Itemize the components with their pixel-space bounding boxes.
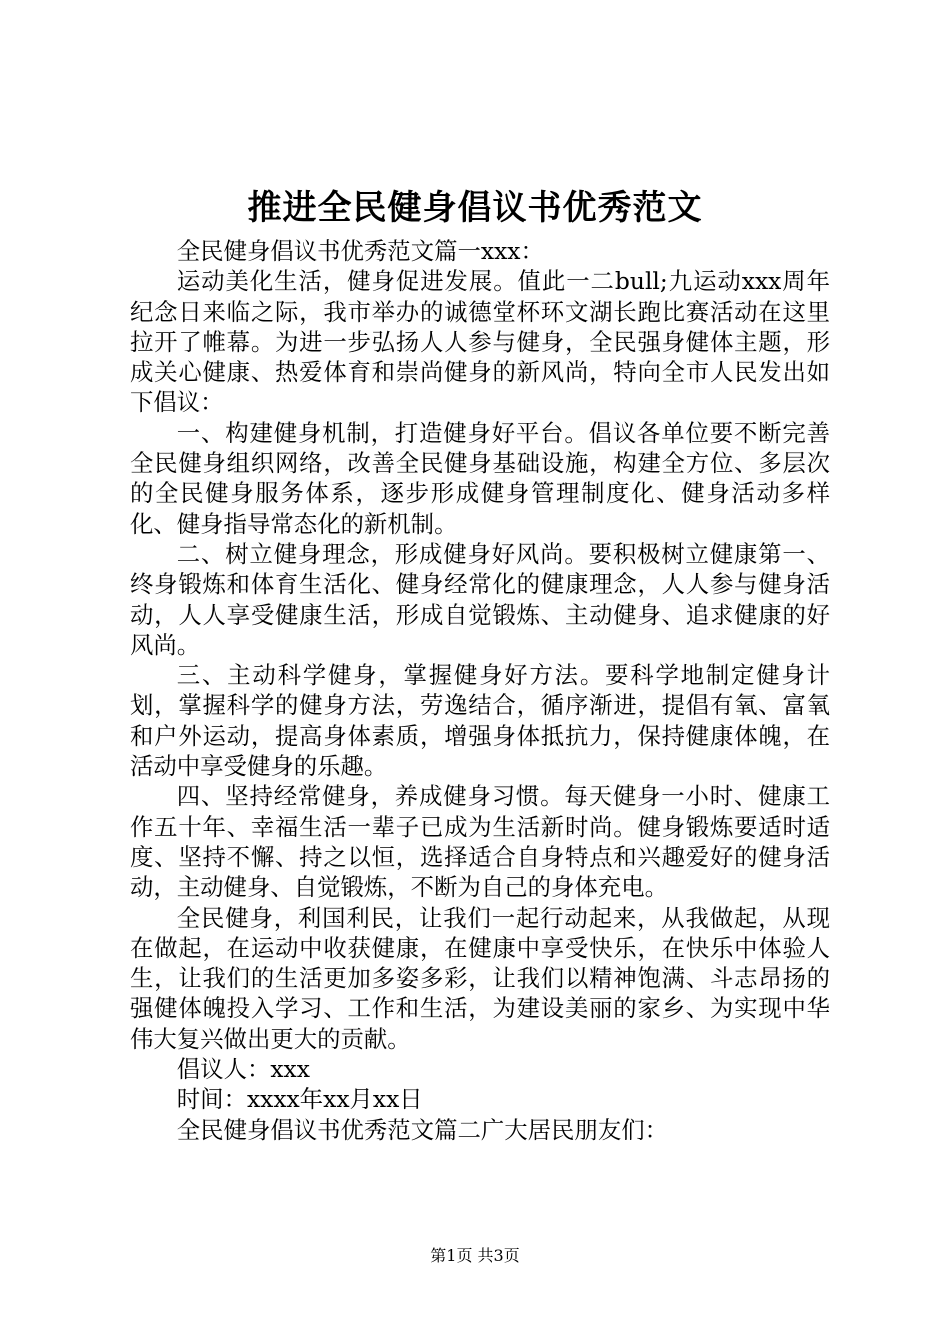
paragraph-point-4: 四、坚持经常健身，养成健身习惯。每天健身一小时、健康工作五十年、幸福生活一辈子已成为生活新时尚。健身锻炼要适时适度、坚持不懈、持之以恒，选择适合自身特点和兴趣爱好的健身活动，主动健身、自觉锻炼，不断为自己的身体充电。 — [130, 782, 830, 902]
paragraph-closing: 全民健身，利国利民，让我们一起行动起来，从我做起，从现在做起，在运动中收获健康，在健康中享受快乐，在快乐中体验人生，让我们的生活更加多姿多彩，让我们以精神饱满、斗志昂扬的强健体魄投入学习、工作和生活，为建设美丽的家乡、为实现中华伟大复兴做出更大的贡献。 — [130, 903, 830, 1053]
paragraph-point-2: 二、树立健身理念，形成健身好风尚。要积极树立健康第一、终身锻炼和体育生活化、健身经常化的健康理念，人人参与健身活动，人人享受健康生活，形成自觉锻炼、主动健身、追求健康的好风尚。 — [130, 539, 830, 659]
paragraph-point-3: 三、主动科学健身，掌握健身好方法。要科学地制定健身计划，掌握科学的健身方法，劳逸结合，循序渐进，提倡有氧、富氧和户外运动，提高身体素质，增强身体抵抗力，保持健康体魄，在活动中享受健身的乐趣。 — [130, 661, 830, 781]
paragraph-point-1: 一、构建健身机制，打造健身好平台。倡议各单位要不断完善全民健身组织网络，改善全民健身基础设施，构建全方位、多层次的全民健身服务体系，逐步形成健身管理制度化、健身活动多样化、健身指导常态化的新机制。 — [130, 418, 830, 538]
paragraph-date: 时间：xxxx年xx月xx日 — [176, 1085, 423, 1114]
paragraph-intro: 全民健身倡议书优秀范文篇一xxx： — [176, 237, 544, 265]
document-body — [130, 236, 830, 1145]
page-footer: 第1页 共3页 — [430, 1246, 520, 1265]
paragraph-signer: 倡议人：xxx — [176, 1055, 310, 1084]
paragraph-preamble: 运动美化生活，健身促进发展。值此一二bull;九运动xxx周年纪念日来临之际，我市举办的诚德堂杯环文湖长跑比赛活动在这里拉开了帷幕。为进一步弘扬人人参与健身，全民强身健体主题，形成关心健康、热爱体育和崇尚健身的新风尚，特向全市人民发出如下倡议： — [130, 267, 830, 417]
document-title: 推进全民健身倡议书优秀范文 — [247, 188, 703, 228]
paragraph-second-intro: 全民健身倡议书优秀范文篇二广大居民朋友们： — [176, 1115, 668, 1144]
